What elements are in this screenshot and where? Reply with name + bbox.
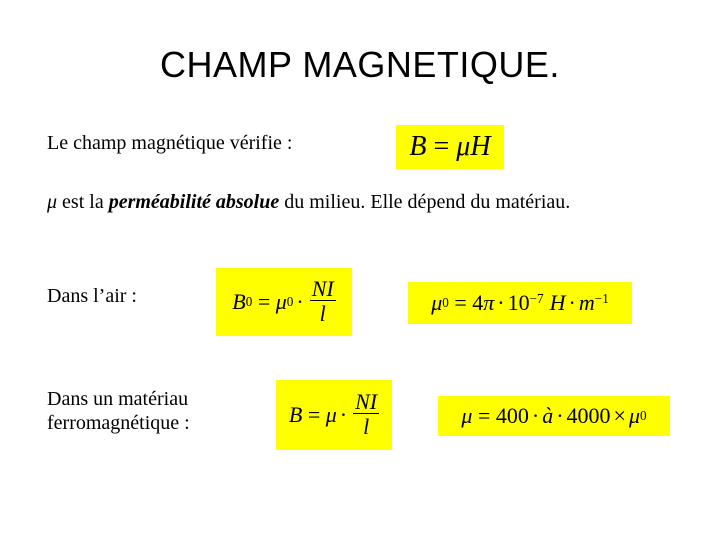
formula-b0-air: B 0 = μ 0 · $\frac{NI}{l}$ bbox=[216, 268, 352, 336]
formula-b-ferro: B = μ · $\frac{NI}{l}$ bbox=[276, 380, 392, 450]
mu-symbol: μ bbox=[456, 131, 471, 162]
fraction-ni-over-l: $\frac{NI}{l}$ bbox=[355, 389, 378, 440]
ferro-label: Dans un matériau ferromagnétique : bbox=[47, 388, 190, 434]
mu-symbol: μ bbox=[47, 191, 58, 213]
formula-mu-ferro: μ = 400 · à · 4000 × μ 0 bbox=[438, 396, 670, 436]
emphasis-term: perméabilité absolue bbox=[108, 191, 280, 213]
air-label: Dans l’air : bbox=[47, 285, 137, 307]
formula-b-equals-mu-h: B = μ H bbox=[396, 125, 504, 169]
definition-text: μ est la perméabilité absolue du milieu. Elle dépend du matériau. bbox=[47, 191, 571, 213]
intro-text: Le champ magnétique vérifie : bbox=[47, 132, 293, 154]
formula-lhs: B bbox=[409, 131, 427, 162]
fraction-ni-over-l: $\frac{NI}{l}$ bbox=[311, 276, 334, 327]
formula-mu0-air: μ 0 = 4 π · 10 $^{-7}$ H · m $^{-1}$ bbox=[408, 282, 632, 324]
page-title: CHAMP MAGNETIQUE. bbox=[160, 44, 560, 85]
